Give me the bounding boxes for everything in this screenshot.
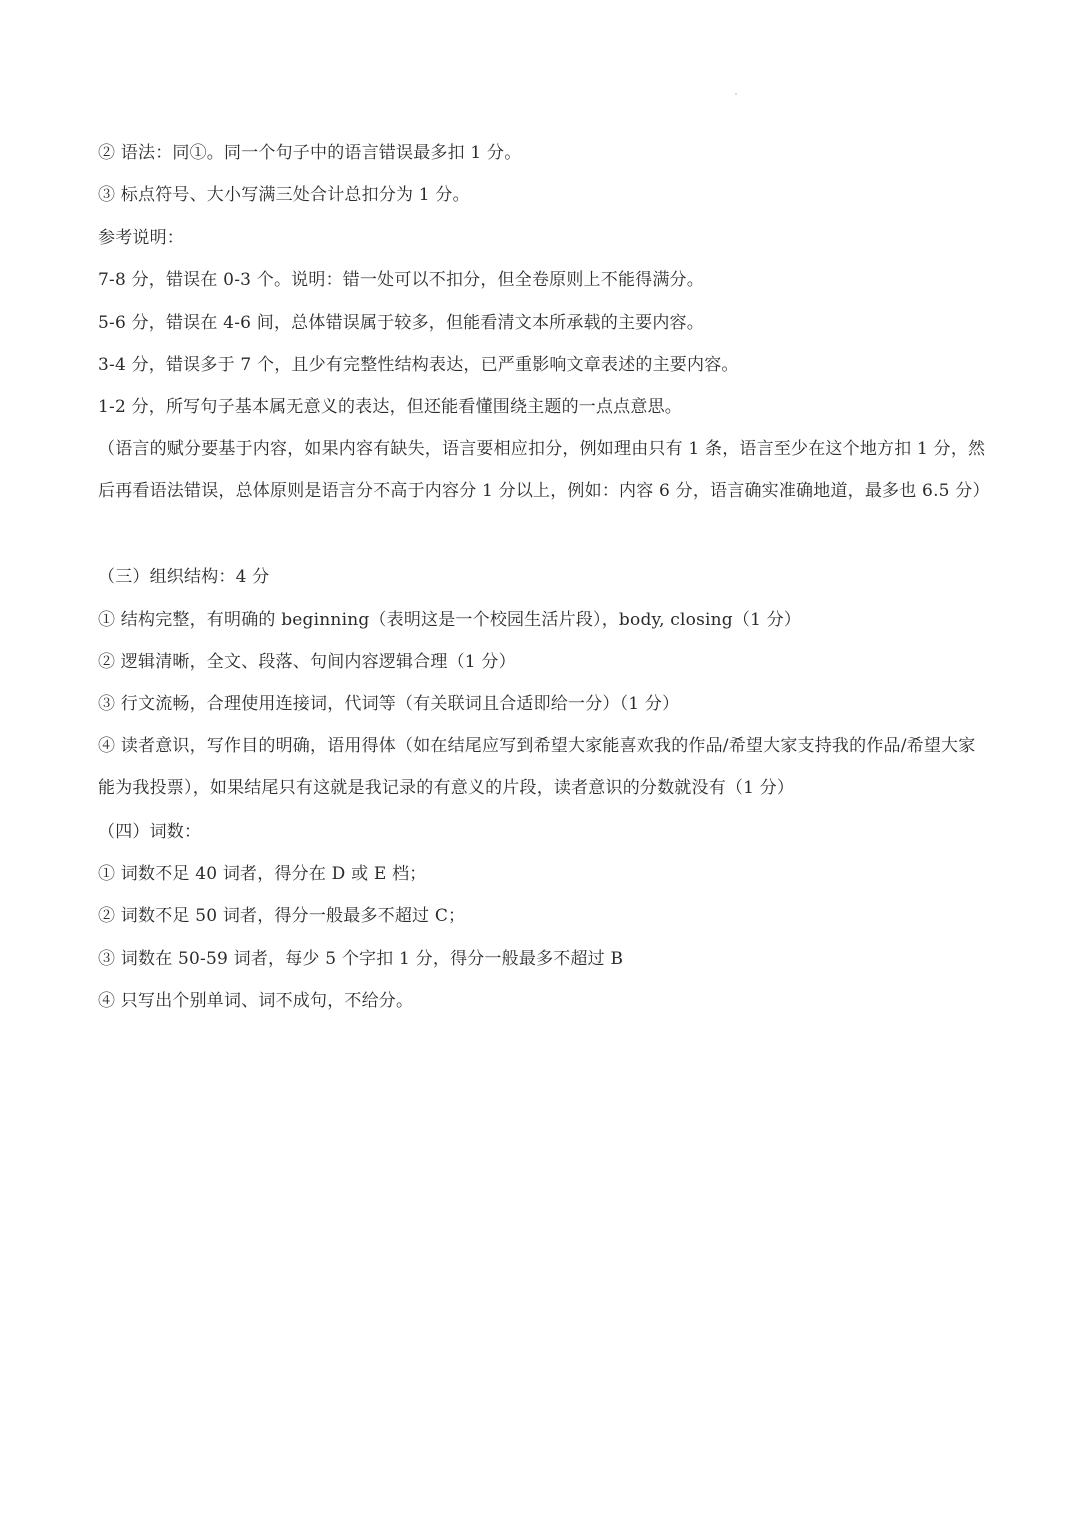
word-count-item-1: ① 词数不足 40 词者，得分在 D 或 E 档； <box>98 864 427 884</box>
organization-item-3: ③ 行文流畅，合理使用连接词，代词等（有关联词且合适即给一分）（1 分） <box>98 694 680 714</box>
section-organization-heading: （三）组织结构：4 分 <box>98 567 270 587</box>
organization-item-2: ② 逻辑清晰，全文、段落、句间内容逻辑合理（1 分） <box>98 652 516 672</box>
scan-speck <box>735 93 737 95</box>
word-count-item-3: ③ 词数在 50-59 词者，每少 5 个字扣 1 分，得分一般最多不超过 B <box>98 949 624 969</box>
organization-item-1: ① 结构完整，有明确的 beginning（表明这是一个校园生活片段），body, closing（1 分） <box>98 610 802 630</box>
word-count-item-2: ② 词数不足 50 词者，得分一般最多不超过 C； <box>98 906 466 926</box>
reference-notes-heading: 参考说明： <box>98 228 184 248</box>
language-scoring-note: （语言的赋分要基于内容，如果内容有缺失，语言要相应扣分，例如理由只有 1 条，语言至少在这个地方扣 1 分，然后再看语法错误，总体原则是语言分不高于内容分 1 分以上，例如：内容 6 分，语言确实准确地道，最多也 6.5 分） <box>98 439 990 501</box>
punctuation-rule-line: ③ 标点符号、大小写满三处合计总扣分为 1 分。 <box>98 185 470 205</box>
grammar-rule-line: ② 语法：同①。同一个句子中的语言错误最多扣 1 分。 <box>98 143 522 163</box>
score-band-7-8: 7-8 分，错误在 0-3 个。说明：错一处可以不扣分，但全卷原则上不能得满分。 <box>98 270 704 290</box>
word-count-item-4: ④ 只写出个别单词、词不成句，不给分。 <box>98 991 414 1011</box>
score-band-5-6: 5-6 分，错误在 4-6 间，总体错误属于较多，但能看清文本所承载的主要内容。 <box>98 313 704 333</box>
section-word-count-heading: （四）词数： <box>98 822 202 842</box>
score-band-1-2: 1-2 分，所写句子基本属无意义的表达，但还能看懂围绕主题的一点点意思。 <box>98 397 682 417</box>
organization-item-4: ④ 读者意识，写作目的明确，语用得体（如在结尾应写到希望大家能喜欢我的作品/希望大家支持我的作品/希望大家能为我投票），如果结尾只有这就是我记录的有意义的片段，读者意识的分数就没有（1 分） <box>98 736 976 798</box>
score-band-3-4: 3-4 分，错误多于 7 个，且少有完整性结构表达，已严重影响文章表述的主要内容。 <box>98 355 739 375</box>
